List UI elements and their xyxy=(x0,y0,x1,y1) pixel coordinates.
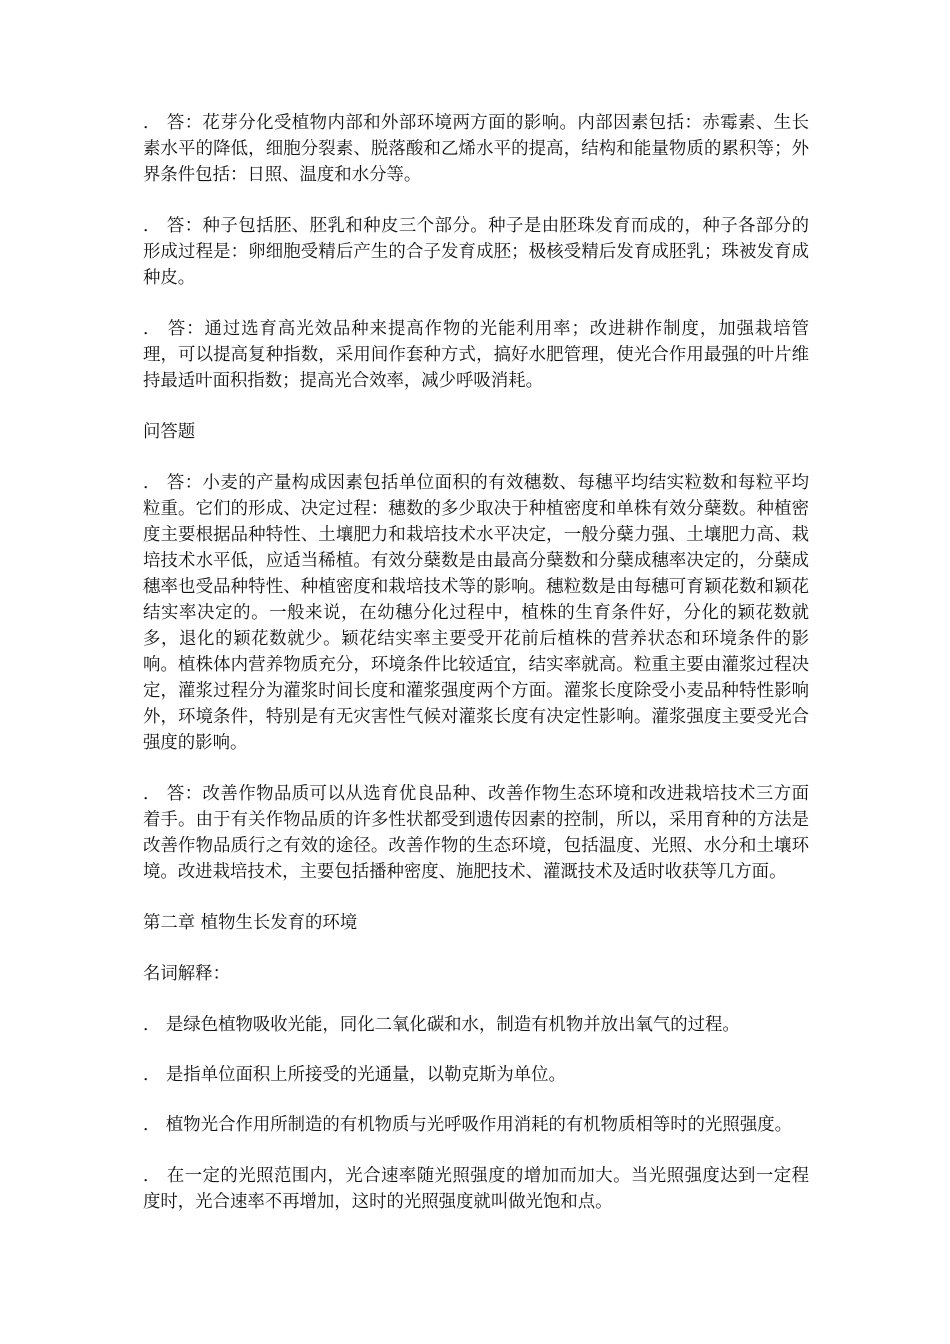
term-definition-photosynthesis: ． 是绿色植物吸收光能，同化二氧化碳和水，制造有机物并放出氧气的过程。 xyxy=(143,1015,740,1035)
section-heading-terms: 名词解释： xyxy=(143,964,230,984)
section-heading-qa: 问答题 xyxy=(143,422,196,442)
answer-paragraph-crop-quality: ． 答：改善作物品质可以从选育优良品种、改善作物生态环境和改进栽培技术三方面着手。由于有关作物品质的许多性状都受到遗传因素的控制，所以，采用育种的方法是改善作物品质行之有效的途径。改善作物的生态环境，包括温度、光照、水分和土壤环境。改进栽培技术，主要包括播种密度、施肥技术、灌溉技术及适时收获等几方面。 xyxy=(143,784,809,882)
answer-paragraph-light-efficiency: ． 答：通过选育高光效品种来提高作物的光能利用率；改进耕作制度，加强栽培管理，可以提高复种指数，采用间作套种方式，搞好水肥管理，使光合作用最强的叶片维持最适叶面积指数；提高光合效率，减少呼吸消耗。 xyxy=(143,319,809,391)
chapter-heading: 第二章 植物生长发育的环境 xyxy=(143,913,358,933)
term-definition-saturation-point: ． 在一定的光照范围内，光合速率随光照强度的增加而加大。当光照强度达到一定程度时，光合速率不再增加，这时的光照强度就叫做光饱和点。 xyxy=(143,1166,809,1212)
term-definition-compensation-point: ． 植物光合作用所制造的有机物质与光呼吸作用消耗的有机物质相等时的光照强度。 xyxy=(143,1115,792,1135)
term-definition-illuminance: ． 是指单位面积上所接受的光通量，以勒克斯为单位。 xyxy=(143,1065,566,1085)
answer-paragraph-flower-bud: ． 答：花芽分化受植物内部和外部环境两方面的影响。内部因素包括：赤霉素、生长素水平的降低，细胞分裂素、脱落酸和乙烯水平的提高，结构和能量物质的累积等；外界条件包括：日照、温度和水分等。 xyxy=(143,113,809,185)
answer-paragraph-wheat-yield: ． 答：小麦的产量构成因素包括单位面积的有效穗数、每穗平均结实粒数和每粒平均粒重。它们的形成、决定过程：穗数的多少取决于种植密度和单株有效分蘖数。种植密度主要根据品种特性、土壤肥力和栽培技术水平决定，一般分蘖力强、土壤肥力高、栽培技术水平低，应适当稀植。有效分蘖数是由最高分蘖数和分蘖成穗率决定的，分蘖成穗率也受品种特性、种植密度和栽培技术等的影响。穗粒数是由每穗可育颖花数和颖花结实率决定的。一般来说，在幼穗分化过程中，植株的生育条件好，分化的颖花数就多，退化的颖花数就少。颖花结实率主要受开花前后植株的营养状态和环境条件的影响。植株体内营养物质充分，环境条件比较适宜，结实率就高。粒重主要由灌浆过程决定，灌浆过程分为灌浆时间长度和灌浆强度两个方面。灌浆长度除受小麦品种特性影响外，环境条件，特别是有无灾害性气候对灌浆长度有决定性影响。灌浆强度主要受光合强度的影响。 xyxy=(143,473,809,753)
answer-paragraph-seed: ． 答：种子包括胚、胚乳和种皮三个部分。种子是由胚珠发育而成的，种子各部分的形成过程是：卵细胞受精后产生的合子发育成胚；极核受精后发育成胚乳；珠被发育成种皮。 xyxy=(143,216,809,288)
document-page xyxy=(143,110,809,1215)
